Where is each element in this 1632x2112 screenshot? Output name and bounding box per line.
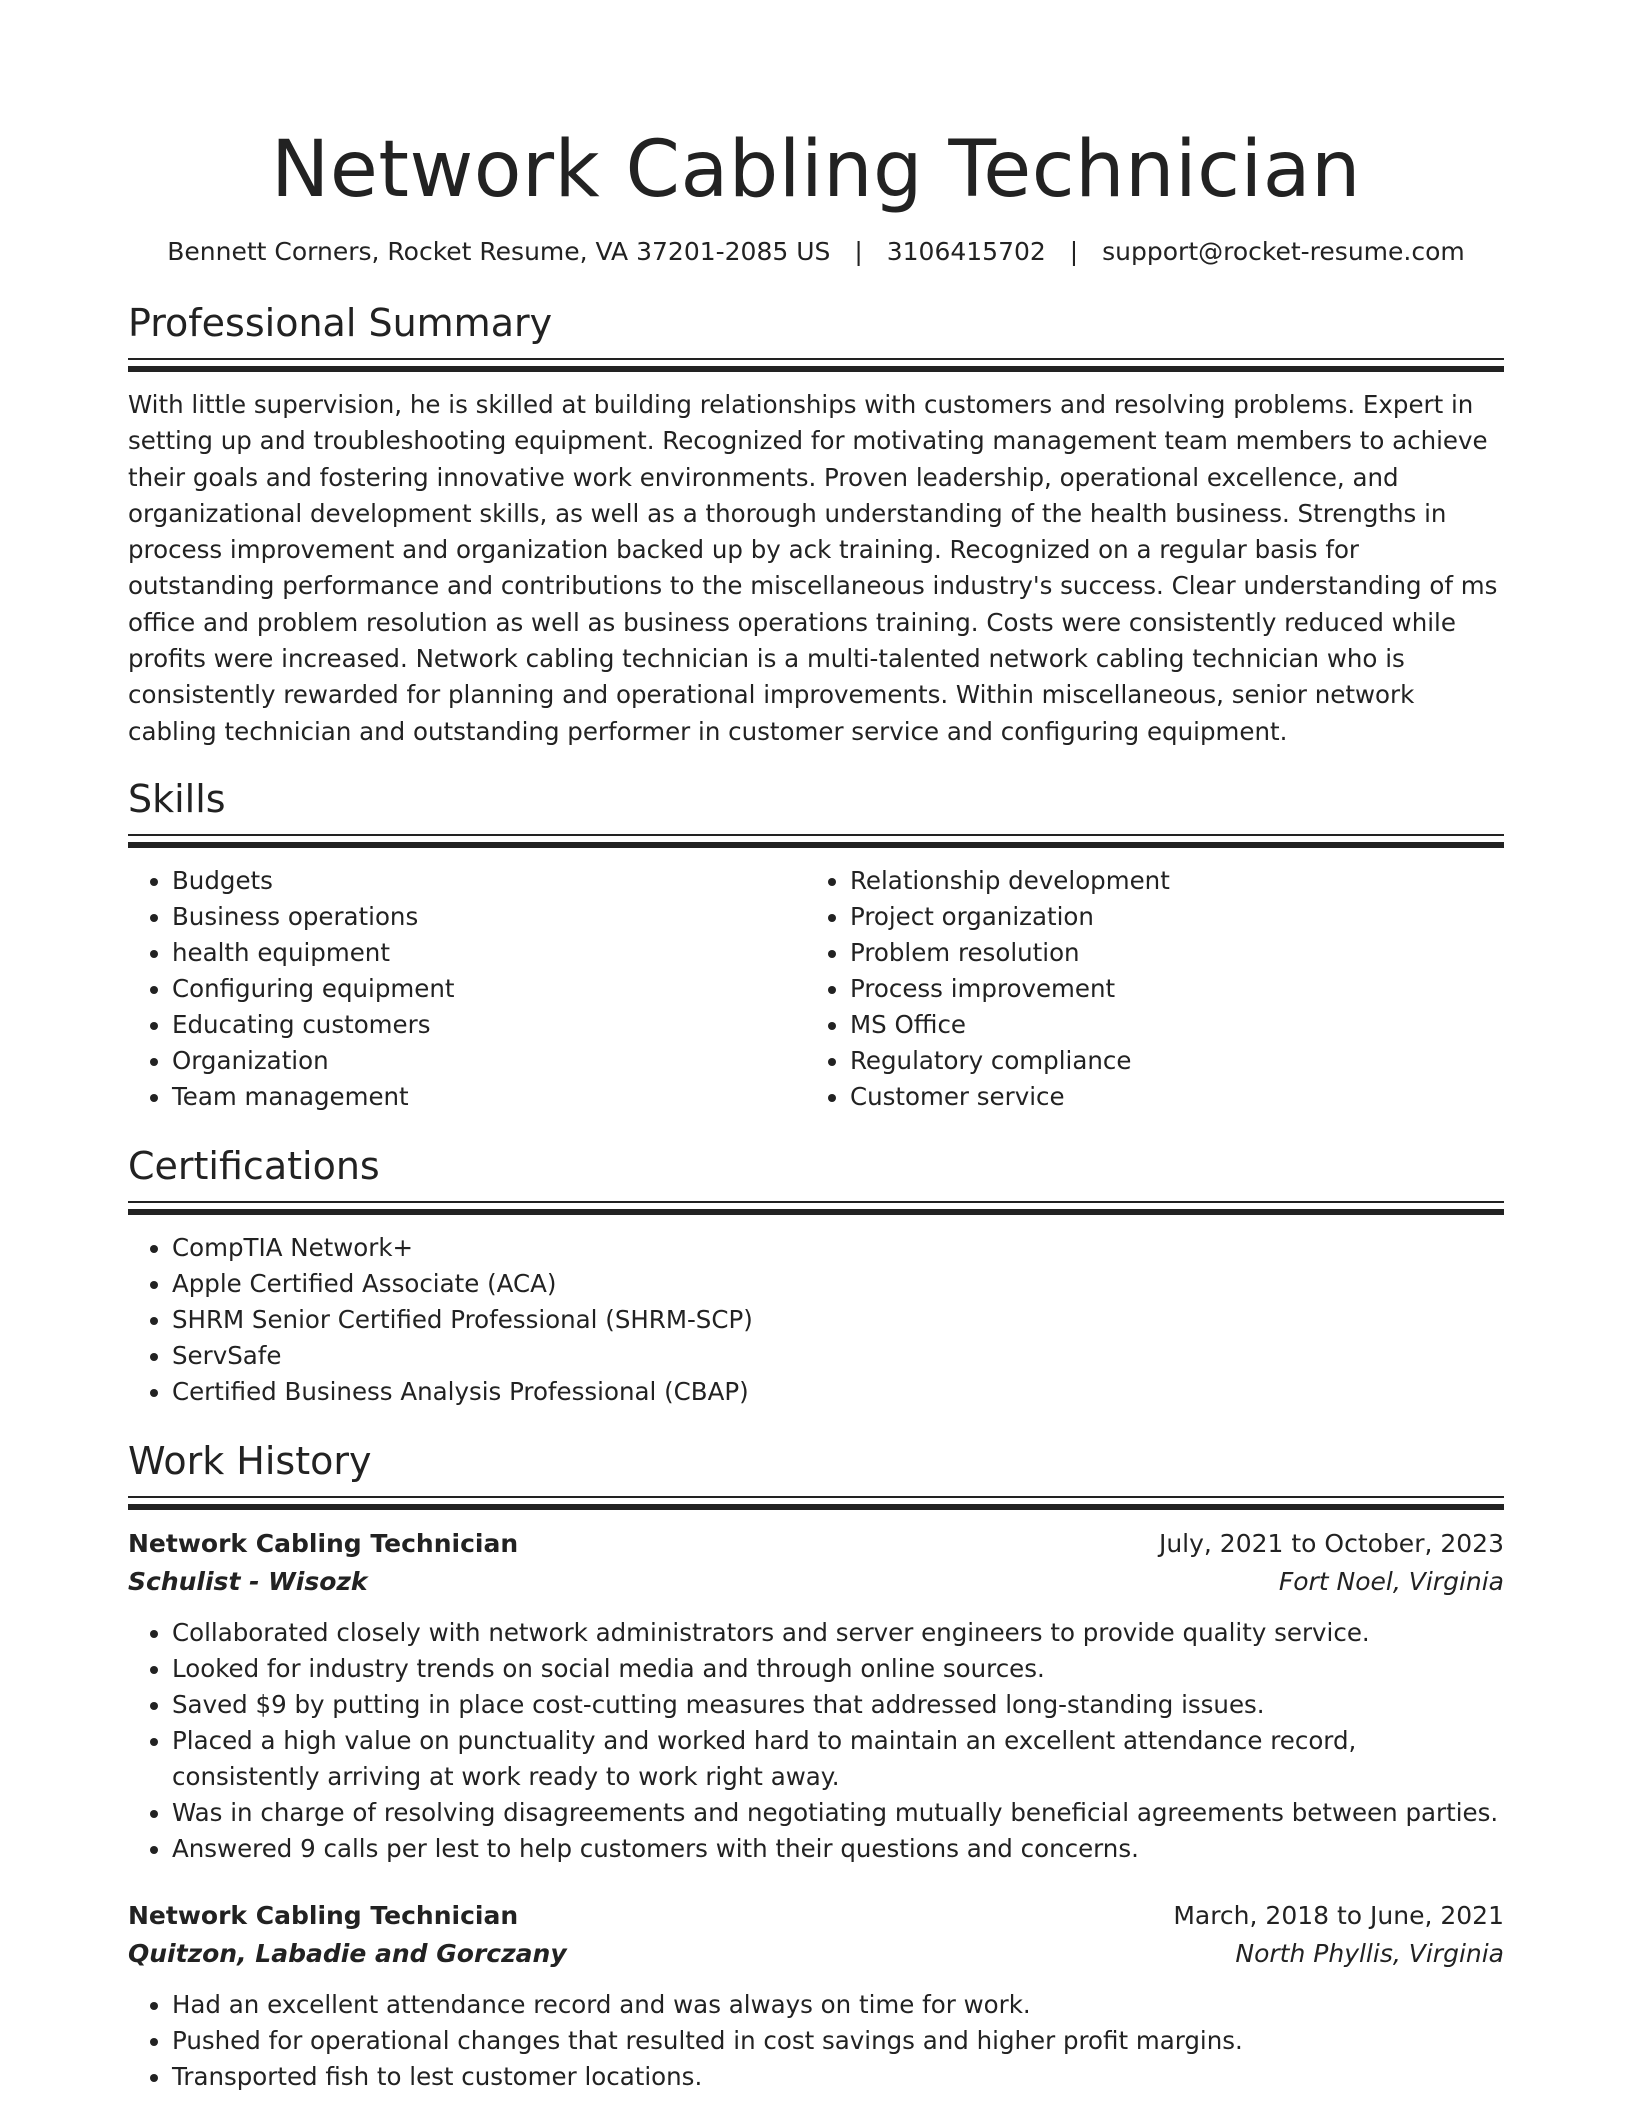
summary-section bbox=[128, 298, 1504, 750]
skills-section bbox=[128, 774, 1504, 1115]
section-divider bbox=[128, 834, 1504, 849]
certifications-heading: Certifications bbox=[128, 1143, 380, 1188]
job-bullet: • Answered 9 calls per lest to help customers with their questions and concerns. bbox=[172, 1831, 1504, 1867]
skill-item: • Team management bbox=[172, 1079, 806, 1115]
resume-page bbox=[128, 0, 1504, 2095]
work-history-section bbox=[128, 1436, 1504, 2095]
skills-heading: Skills bbox=[128, 776, 226, 821]
job-bullet: • Transported fish to lest customer locations. bbox=[172, 2059, 1504, 2095]
skill-item: • Customer service bbox=[850, 1079, 1484, 1115]
skill-item: • Organization bbox=[172, 1043, 806, 1079]
job-bullet: • Had an excellent attendance record and was always on time for work. bbox=[172, 1987, 1504, 2023]
certifications-section bbox=[128, 1141, 1504, 1410]
certification-item: • CompTIA Network+ bbox=[172, 1230, 1504, 1266]
job-bullet: • Was in charge of resolving disagreements and negotiating mutually beneficial agreements between parties. bbox=[172, 1795, 1504, 1831]
skill-item: • Problem resolution bbox=[850, 935, 1484, 971]
skill-item: • Relationship development bbox=[850, 863, 1484, 899]
work-history-heading: Work History bbox=[128, 1438, 372, 1483]
job-dates: March, 2018 to June, 2021 bbox=[1173, 1900, 1504, 1930]
job-company: Quitzon, Labadie and Gorczany bbox=[128, 1938, 567, 1968]
contact-email[interactable]: support@rocket-resume.com bbox=[1102, 237, 1465, 266]
job-location: North Phyllis, Virginia bbox=[1235, 1938, 1504, 1968]
job-bullets bbox=[128, 1615, 1504, 1867]
contact-phone: 3106415702 bbox=[886, 237, 1046, 266]
resume-name: Network Cabling Technician bbox=[271, 125, 1361, 215]
section-divider bbox=[128, 1496, 1504, 1511]
job-subheader bbox=[128, 1935, 1504, 1973]
section-divider bbox=[128, 358, 1504, 373]
contact-address: Bennett Corners, Rocket Resume, VA 37201-2085 US bbox=[167, 237, 831, 266]
skill-item: • Project organization bbox=[850, 899, 1484, 935]
job-entry bbox=[128, 1525, 1504, 1867]
skills-list-left bbox=[128, 863, 806, 1115]
skill-item: • Budgets bbox=[172, 863, 806, 899]
skill-item: • health equipment bbox=[172, 935, 806, 971]
job-title: Network Cabling Technician bbox=[128, 1528, 519, 1558]
skill-item: • Regulatory compliance bbox=[850, 1043, 1484, 1079]
job-bullet: • Collaborated closely with network administrators and server engineers to provide quality service. bbox=[172, 1615, 1504, 1651]
skill-item: • Configuring equipment bbox=[172, 971, 806, 1007]
certification-item: • SHRM Senior Certified Professional (SHRM-SCP) bbox=[172, 1302, 1504, 1338]
job-bullet: • Looked for industry trends on social media and through online sources. bbox=[172, 1651, 1504, 1687]
contact-separator: | bbox=[854, 237, 863, 266]
job-header bbox=[128, 1525, 1504, 1563]
job-company: Schulist - Wisozk bbox=[128, 1566, 368, 1596]
summary-heading: Professional Summary bbox=[128, 301, 553, 345]
certification-item: • Apple Certified Associate (ACA) bbox=[172, 1266, 1504, 1302]
certifications-list bbox=[128, 1230, 1504, 1410]
certification-item: • ServSafe bbox=[172, 1338, 1504, 1374]
section-divider bbox=[128, 1201, 1504, 1216]
job-bullet: • Pushed for operational changes that resulted in cost savings and higher profit margins. bbox=[172, 2023, 1504, 2059]
job-dates: July, 2021 to October, 2023 bbox=[1158, 1528, 1504, 1558]
contact-separator: | bbox=[1069, 237, 1079, 266]
skill-item: • MS Office bbox=[850, 1007, 1484, 1043]
skill-item: • Educating customers bbox=[172, 1007, 806, 1043]
contact-line bbox=[128, 234, 1504, 270]
job-entry bbox=[128, 1897, 1504, 2095]
summary-text: With little supervision, he is skilled at building relationships with customers and resolving problems. Expert in setting up and troubleshooting equipment. Recognized for motivating management team members to achieve their goals and fostering innovative work environments. Proven leadership, operational excellence, and organizational development skills, as well as a thorough understanding of the health business. Strengths in process improvement and organization backed up by ack training. Recognized on a regular basis for outstanding performance and contributions to the miscellaneous industry's success. Clear understanding of ms office and problem resolution as well as business operations training. Costs were consistently reduced while profits were increased. Network cabling technician is a multi-talented network cabling technician who is consistently rewarded for planning and operational improvements. Within miscellaneous, senior network cabling technician and outstanding performer in customer service and configuring equipment. bbox=[128, 390, 1498, 746]
skills-list-right bbox=[806, 863, 1484, 1115]
job-bullet: • Placed a high value on punctuality and worked hard to maintain an excellent attendance record, consistently arriving at work ready to work right away. bbox=[172, 1723, 1504, 1795]
job-header bbox=[128, 1897, 1504, 1935]
job-bullets bbox=[128, 1987, 1504, 2095]
skills-columns bbox=[128, 863, 1504, 1115]
job-subheader bbox=[128, 1563, 1504, 1601]
skill-item: • Process improvement bbox=[850, 971, 1484, 1007]
skill-item: • Business operations bbox=[172, 899, 806, 935]
job-bullet: • Saved $9 by putting in place cost-cutting measures that addressed long-standing issues. bbox=[172, 1687, 1504, 1723]
certification-item: • Certified Business Analysis Professional (CBAP) bbox=[172, 1374, 1504, 1410]
job-location: Fort Noel, Virginia bbox=[1278, 1566, 1504, 1596]
job-title: Network Cabling Technician bbox=[128, 1900, 519, 1930]
